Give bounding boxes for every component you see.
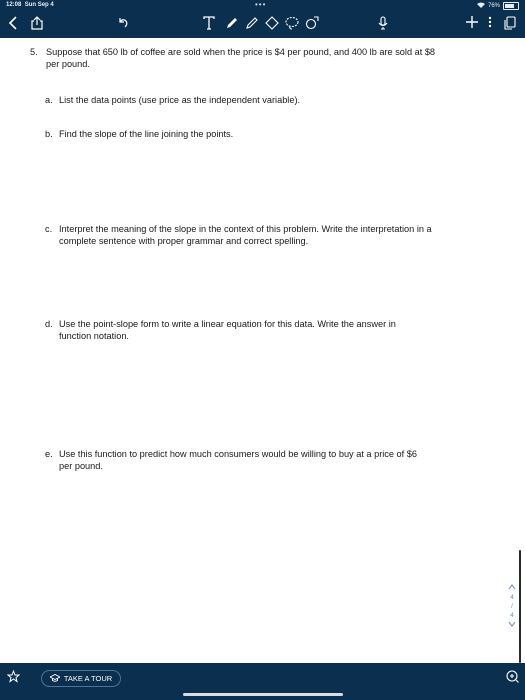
scrollbar[interactable] (519, 550, 521, 663)
part-b (45, 128, 485, 140)
page-separator: / (511, 604, 513, 610)
highlighter-icon[interactable] (245, 16, 259, 30)
part-label: c. (45, 224, 53, 234)
part-text-line2: per pound. (59, 461, 103, 471)
take-a-tour-button[interactable] (41, 670, 121, 687)
tour-label: TAKE A TOUR (63, 674, 113, 683)
question-text-line2: per pound. (46, 59, 90, 69)
part-text-line2: function notation. (59, 331, 129, 341)
more-icon[interactable] (488, 16, 492, 28)
part-text-line1: Use this function to predict how much consumers would be willing to buy at a price of $6 (59, 449, 417, 459)
text-tool-icon[interactable] (203, 16, 215, 30)
add-icon[interactable] (466, 16, 478, 28)
chevron-down-icon[interactable] (505, 621, 519, 631)
part-text-line1: Interpret the meaning of the slope in the context of this problem. Write the interpretation in a (59, 224, 432, 234)
current-page: 4 (510, 595, 514, 601)
part-label: b. (45, 129, 53, 139)
battery-percent: 76% (487, 3, 500, 9)
document-page[interactable] (0, 38, 525, 663)
part-label: a. (45, 95, 53, 105)
undo-icon[interactable] (117, 16, 129, 28)
total-pages: 4 (510, 613, 514, 619)
part-e (45, 448, 485, 472)
part-text-line1: List the data points (use price as the independent variable). (59, 95, 301, 105)
question-5 (30, 46, 500, 70)
page-indicator[interactable] (505, 584, 519, 631)
star-icon[interactable] (7, 670, 20, 688)
part-c (45, 223, 495, 247)
mic-icon[interactable] (378, 16, 388, 30)
part-label: e. (45, 449, 53, 459)
lasso-icon[interactable] (285, 16, 299, 30)
share-icon[interactable] (31, 16, 43, 30)
status-time: 12:08 Sun Sep 4 (6, 2, 54, 8)
wifi-icon (477, 2, 485, 10)
battery-icon (503, 2, 519, 10)
part-a (45, 94, 485, 106)
part-text-line1: Find the slope of the line joining the points. (59, 129, 234, 139)
top-toolbar (0, 0, 525, 38)
eraser-icon[interactable] (265, 16, 279, 30)
part-label: d. (45, 319, 53, 329)
graduation-cap-icon (50, 674, 60, 684)
question-number: 5. (30, 47, 38, 57)
status-indicators (477, 2, 519, 10)
pages-icon[interactable] (504, 16, 516, 30)
shapes-icon[interactable] (305, 16, 319, 30)
part-text-line1: Use the point-slope form to write a linear equation for this data. Write the answer in (59, 319, 396, 329)
part-text-line2: complete sentence with proper grammar and correct spelling. (59, 236, 309, 246)
multitask-dots[interactable]: ••• (255, 0, 267, 9)
chevron-up-icon[interactable] (505, 584, 519, 594)
back-icon[interactable] (8, 16, 18, 30)
question-text-line1: Suppose that 650 lb of coffee are sold when the price is $4 per pound, and 400 lb are sold at $8 (46, 47, 436, 57)
zoom-icon[interactable] (506, 670, 519, 688)
home-indicator[interactable] (183, 693, 343, 696)
pen-icon[interactable] (225, 16, 239, 30)
part-d (45, 318, 485, 342)
